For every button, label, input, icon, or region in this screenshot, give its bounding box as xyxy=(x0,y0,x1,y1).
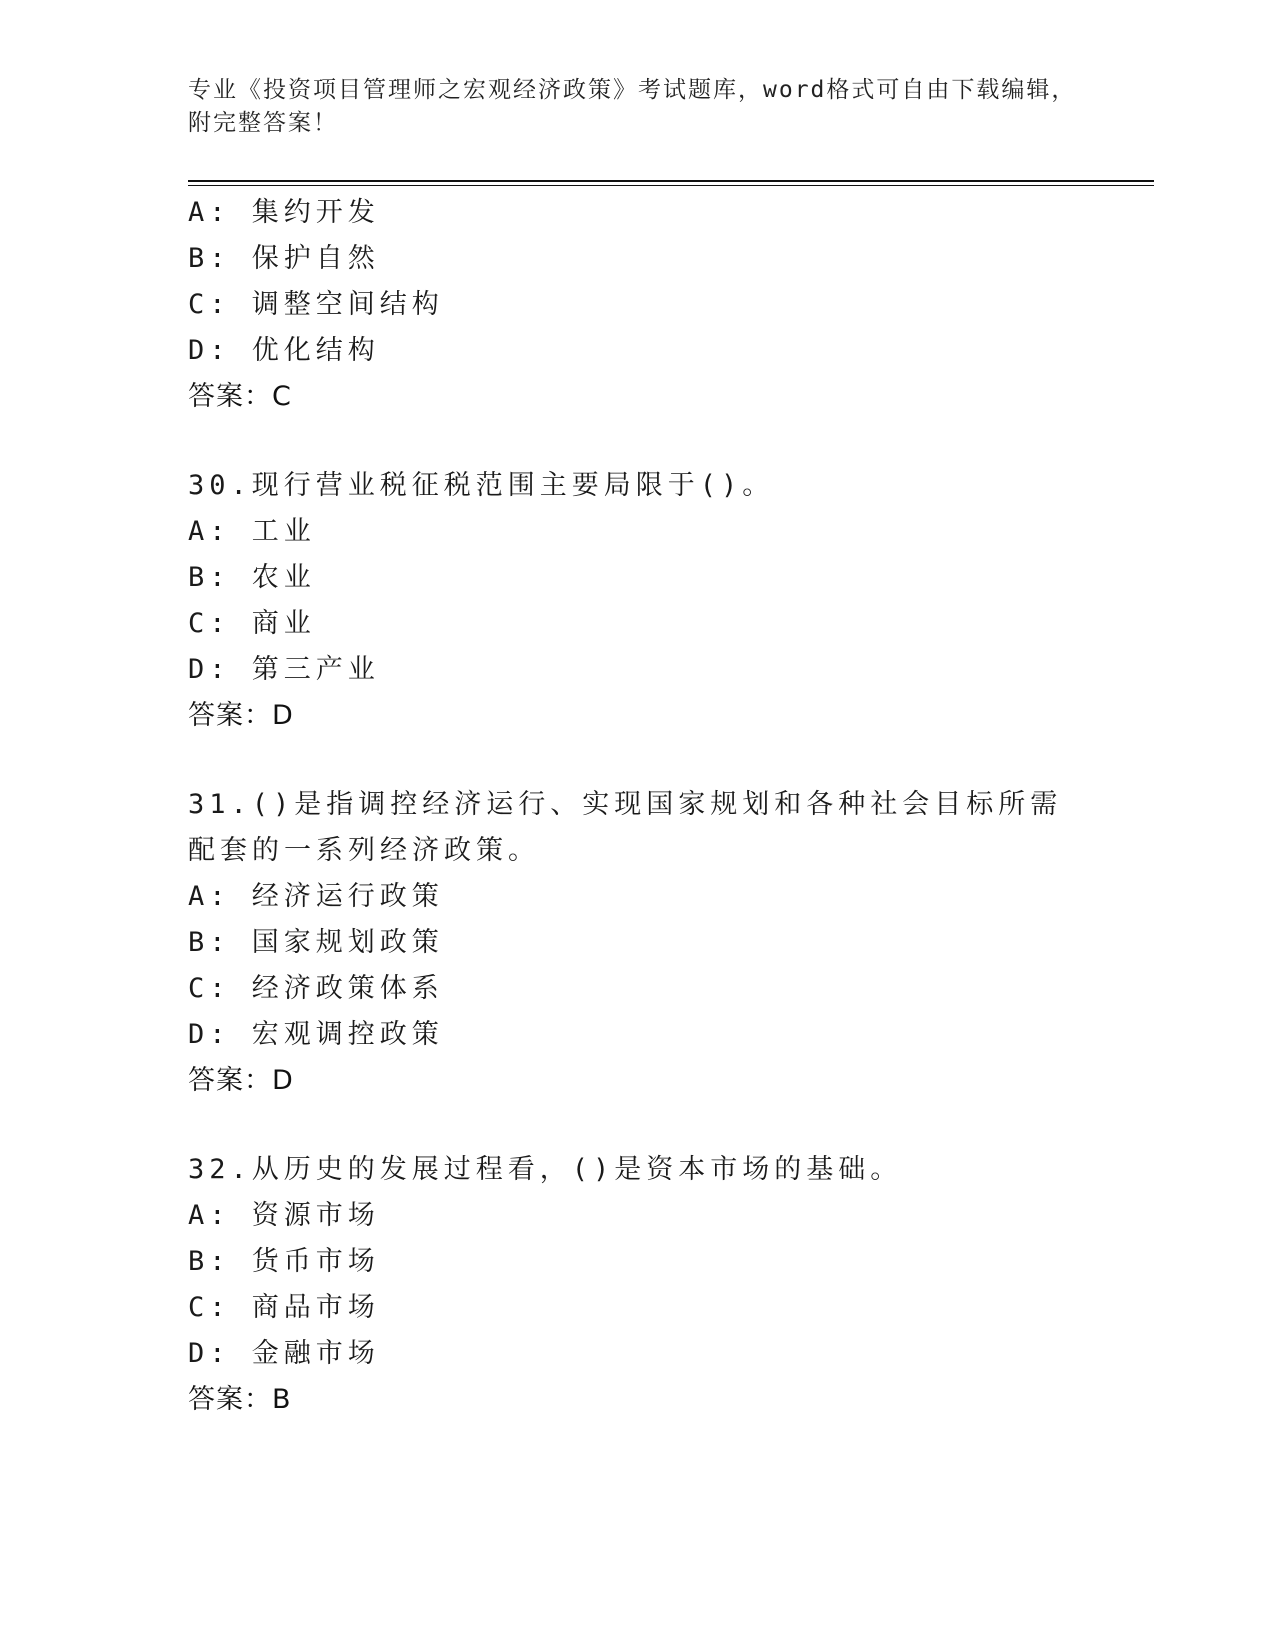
question-list xyxy=(188,190,1088,1423)
option-a: A: 资源市场 xyxy=(188,1200,380,1231)
partial-question xyxy=(188,190,1088,420)
option-a: A: 工业 xyxy=(188,516,316,547)
option-c: C: 商业 xyxy=(188,608,316,639)
question-text: 31.()是指调控经济运行、实现国家规划和各种社会目标所需配套的一系列经济政策。 xyxy=(188,789,1063,866)
header-divider-bottom xyxy=(188,185,1154,186)
option-d: D: 宏观调控政策 xyxy=(188,1019,444,1050)
answer-text: 答案：B xyxy=(188,1384,292,1415)
answer-text: 答案：C xyxy=(188,381,292,412)
spacer xyxy=(188,739,1088,782)
answer-text: 答案：D xyxy=(188,700,294,731)
option-d: D: 第三产业 xyxy=(188,654,380,685)
answer-text: 答案：D xyxy=(188,1065,294,1096)
option-c: C: 商品市场 xyxy=(188,1292,380,1323)
question-text: 30.现行营业税征税范围主要局限于()。 xyxy=(188,470,775,501)
option-b: B: 货币市场 xyxy=(188,1246,380,1277)
option-b: B: 国家规划政策 xyxy=(188,927,444,958)
header-divider-top xyxy=(188,180,1154,182)
question-30 xyxy=(188,463,1088,739)
option-b: B: 保护自然 xyxy=(188,243,380,274)
option-c: C: 经济政策体系 xyxy=(188,973,444,1004)
option-d: D: 金融市场 xyxy=(188,1338,380,1369)
document-header: 专业《投资项目管理师之宏观经济政策》考试题库，word格式可自由下载编辑，附完整答案！ xyxy=(188,77,1077,136)
question-31 xyxy=(188,782,1088,1104)
spacer xyxy=(188,1104,1088,1147)
option-a: A: 经济运行政策 xyxy=(188,881,444,912)
option-c: C: 调整空间结构 xyxy=(188,289,444,320)
option-a: A: 集约开发 xyxy=(188,197,380,228)
option-d: D: 优化结构 xyxy=(188,335,380,366)
option-b: B: 农业 xyxy=(188,562,316,593)
question-32 xyxy=(188,1147,1088,1423)
spacer xyxy=(188,420,1088,463)
question-text: 32.从历史的发展过程看，()是资本市场的基础。 xyxy=(188,1154,903,1185)
